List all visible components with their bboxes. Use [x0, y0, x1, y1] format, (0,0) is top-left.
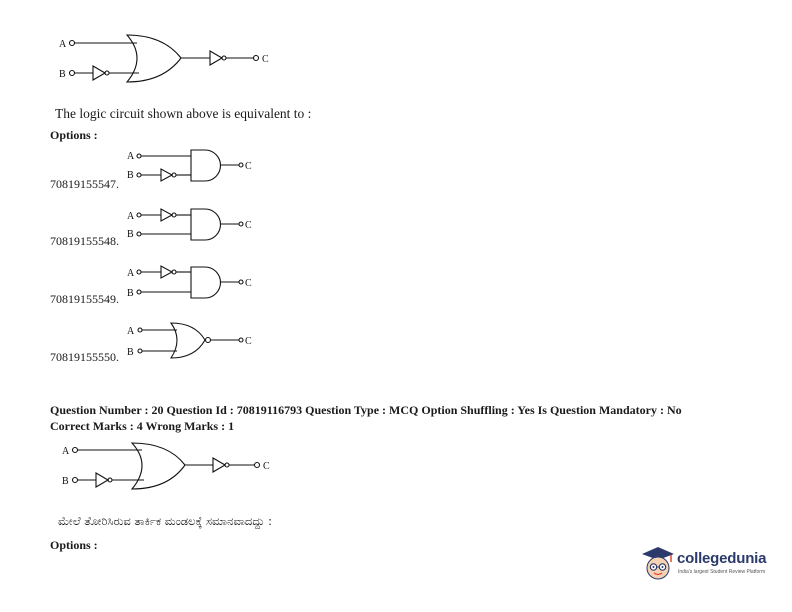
q19-options-label: Options :	[50, 128, 98, 142]
q19-option-4-id[interactable]: 70819155550.	[50, 350, 119, 364]
q20-circuit-input-b-label: B	[62, 476, 69, 487]
q19-option-3-id[interactable]: 70819155549.	[50, 292, 119, 306]
q20-meta-line-1: Question Number : 20 Question Id : 70819116793 Question Type : MCQ Option Shuffling : Yes Is Question Mandatory : No	[50, 403, 682, 417]
q19-option-2-circuit[interactable]	[125, 206, 275, 246]
q19-option-3-circuit[interactable]	[125, 264, 275, 304]
q20-circuit-output-label: C	[263, 461, 270, 472]
option-input-a-label: A	[127, 211, 135, 222]
logo-tagline: India's largest Student Review Platform	[678, 569, 766, 575]
q20-circuit-diagram	[58, 440, 288, 496]
option-input-b-label: B	[127, 229, 134, 240]
q19-option-4-circuit[interactable]	[125, 320, 275, 362]
option-output-label: C	[245, 220, 252, 231]
q19-option-1-circuit[interactable]	[125, 148, 275, 188]
option-output-label: C	[245, 336, 252, 347]
option-output-label: C	[245, 278, 252, 289]
option-input-a-label: A	[127, 268, 135, 279]
student-mascot-icon	[641, 545, 675, 583]
q19-option-1-id[interactable]: 70819155547.	[50, 177, 119, 191]
q19-circuit-input-b-label: B	[59, 69, 66, 80]
collegedunia-logo	[641, 545, 771, 585]
option-input-b-label: B	[127, 347, 134, 358]
option-input-b-label: B	[127, 288, 134, 299]
q19-circuit-diagram	[55, 30, 285, 90]
option-input-a-label: A	[127, 326, 135, 337]
q20-options-label: Options :	[50, 538, 98, 552]
option-input-b-label: B	[127, 170, 134, 181]
q19-option-2-id[interactable]: 70819155548.	[50, 234, 119, 248]
q20-meta-line-2: Correct Marks : 4 Wrong Marks : 1	[50, 419, 235, 433]
q19-circuit-output-label: C	[262, 54, 269, 65]
option-output-label: C	[245, 161, 252, 172]
option-input-a-label: A	[127, 151, 135, 162]
q19-question-text: The logic circuit shown above is equivalent to :	[55, 106, 312, 121]
logo-name: collegedunia	[677, 550, 767, 567]
q20-circuit-input-a-label: A	[62, 446, 70, 457]
q20-question-text-kannada: ಮೇಲೆ ತೋರಿಸಿರುವ ತಾರ್ಕಿಕ ಮಂಡಲಕ್ಕೆ ಸಮಾನವಾದದ್ದು :	[58, 514, 272, 528]
q19-circuit-input-a-label: A	[59, 39, 67, 50]
